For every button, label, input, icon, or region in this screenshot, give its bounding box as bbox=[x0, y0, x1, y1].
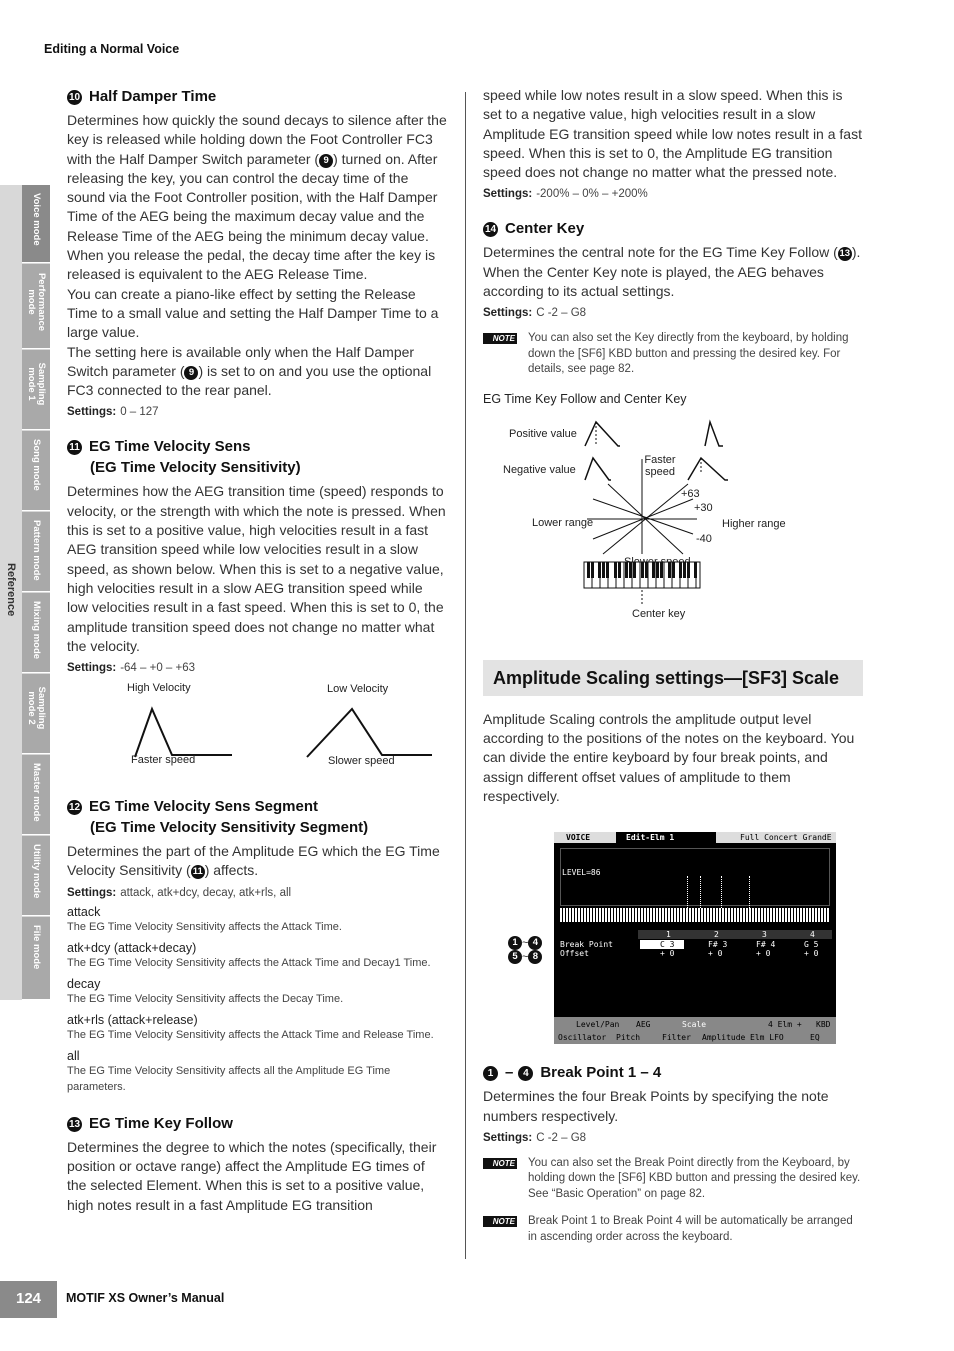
plus-30-label: +30 bbox=[694, 501, 713, 514]
paragraph: speed while low notes result in a slow speed. When this is set to a negative value, high velocities result in a slow Amplitude EG transition speed while low notes result in a fast speed. When this is set to 0, the Amplitude EG transition speed does not change no matter what the pressed note. bbox=[483, 87, 862, 181]
callouts: 1 ~ 4 5 ~ 8 bbox=[508, 936, 542, 964]
note-icon: NOTE bbox=[483, 1216, 517, 1227]
note-icon: NOTE bbox=[483, 1158, 517, 1169]
heading-eg-time-key-follow: 13 EG Time Key Follow bbox=[68, 1114, 233, 1132]
lower-range-label: Lower range bbox=[532, 516, 594, 529]
reference-label: Reference bbox=[5, 563, 17, 617]
note-box: NOTE You can also set the Key directly from the keyboard, by holding down the [SF6] KBD button and pressing the desired key. For details, see page 82. bbox=[483, 331, 863, 378]
paragraph: Determines how the AEG transition time (speed) responds to velocity, or the strength with which the note is pressed. When this is set to a positive value, high velocities result in a fast AEG transition speed while low velocities result in a slow speed, as shown below. When this is set to a negative value, high velocities result in a slow AEG transition speed while low velocities result in a fast speed. When this is set to 0, the amplitude transition speed does not change no matter what the velocity. bbox=[67, 483, 446, 654]
slower-speed-label: Slower speed bbox=[328, 755, 395, 768]
screen-figure bbox=[483, 832, 863, 1044]
callout-8-icon: 8 bbox=[528, 950, 542, 964]
tab-sampling-mode-2[interactable]: Sampling mode 2 bbox=[22, 674, 50, 754]
settings-line: Settings: attack, atk+dcy, decay, atk+rls, all bbox=[67, 886, 292, 899]
option-name: atk+dcy (attack+decay) bbox=[67, 940, 197, 955]
paragraph: Determines the part of the Amplitude EG which the EG Time Velocity Sensitivity ( 11 ) affects. bbox=[67, 843, 440, 879]
heading-break-point: 1 – 4 Break Point 1 – 4 bbox=[483, 1062, 863, 1083]
running-header: Editing a Normal Voice bbox=[44, 42, 180, 56]
offset-2[interactable]: + 0 bbox=[708, 949, 723, 959]
option-name: all bbox=[67, 1048, 80, 1063]
tab-filter[interactable]: Filter bbox=[662, 1033, 691, 1043]
tab-elm-lfo[interactable]: Elm LFO bbox=[750, 1033, 784, 1043]
tab-amplitude[interactable]: Amplitude bbox=[702, 1033, 746, 1043]
high-velocity-label: High Velocity bbox=[127, 682, 191, 695]
left-column bbox=[67, 86, 447, 1215]
note-icon: NOTE bbox=[483, 333, 517, 344]
tab-level-pan[interactable]: Level/Pan bbox=[576, 1020, 620, 1030]
paragraph: Determines the central note for the EG Time Key Follow ( 13 ). When the Center Key note is played, the AEG behaves according to its actual settings. bbox=[483, 244, 861, 300]
callout-5-icon: 5 bbox=[508, 950, 522, 964]
tab-scale[interactable]: Scale bbox=[682, 1020, 707, 1030]
section-index-sidebar bbox=[0, 185, 50, 1000]
heading-center-key: 14 Center Key bbox=[484, 220, 585, 238]
tab-eq[interactable]: EQ bbox=[810, 1033, 820, 1043]
right-column bbox=[483, 86, 863, 1245]
key-follow-lines bbox=[583, 414, 743, 609]
tab-file-mode[interactable]: File mode bbox=[22, 917, 50, 1000]
paragraph: Determines the degree to which the notes (specifically, their position or octave range) affect the Amplitude EG times of the selected Element. When this is set to a positive value, high notes result in a fast Amplitude EG transition bbox=[67, 1138, 437, 1213]
edit-label: Edit-Elm 1 bbox=[626, 833, 675, 843]
tab-voice-mode[interactable]: Voice mode bbox=[22, 185, 50, 263]
voice-name: Full Concert GrandE bbox=[740, 833, 832, 843]
paragraph: Determines the four Break Points by specifying the note numbers respectively. bbox=[483, 1088, 829, 1124]
ref-9-icon: 9 bbox=[184, 366, 198, 380]
paragraph: Determines how quickly the sound decays to silence after the key is released while holding down the Foot Controller FC3 with the Half Damper Switch parameter ( 9 ) turned on. After releasing the key, you can control the decay time of the sound via the Foot Controller position, with the Half Damper Time of the AEG being the maximum decay value and the Release Time of the AEG being the minimum decay value. bbox=[67, 112, 447, 244]
paragraph: The setting here is available only when the Half Damper Switch parameter ( 9 ) is set to on and you use the optional FC3 connected to the rear panel. bbox=[67, 343, 432, 399]
note-box: NOTE Break Point 1 to Break Point 4 will be automatically be arranged in ascending order across the keyboard. bbox=[483, 1214, 863, 1245]
minus-40-label: -40 bbox=[696, 532, 712, 545]
heading-half-damper-time: 10 Half Damper Time bbox=[68, 88, 217, 105]
option-name: decay bbox=[67, 976, 101, 991]
option-name: attack bbox=[67, 904, 101, 919]
ref-9-icon: 9 bbox=[319, 154, 333, 168]
tab-pitch[interactable]: Pitch bbox=[616, 1033, 641, 1043]
col-1: 1 bbox=[666, 930, 671, 940]
option-description: The EG Time Velocity Sensitivity affects the Attack Time and Decay1 Time. bbox=[67, 956, 431, 969]
tab-utility-mode[interactable]: Utility mode bbox=[22, 836, 50, 916]
positive-value-label: Positive value bbox=[509, 427, 577, 440]
tab-sampling-mode-1[interactable]: Sampling mode 1 bbox=[22, 350, 50, 430]
callout-1-icon: 1 bbox=[508, 936, 522, 950]
settings-line: Settings: C -2 – G8 bbox=[483, 307, 587, 320]
settings-line: Settings: 0 – 127 bbox=[67, 406, 159, 419]
tab-song-mode[interactable]: Song mode bbox=[22, 431, 50, 511]
plus-63-label: +63 bbox=[681, 487, 700, 500]
option-description: The EG Time Velocity Sensitivity affects the Attack Time and Release Time. bbox=[67, 1028, 434, 1041]
option-description: The EG Time Velocity Sensitivity affects all the Amplitude EG Time parameters. bbox=[67, 1064, 391, 1093]
mode-label: VOICE bbox=[566, 833, 591, 843]
settings-line: Settings: C -2 – G8 bbox=[483, 1131, 587, 1144]
diagram-caption: EG Time Key Follow and Center Key bbox=[483, 391, 687, 406]
tab-kbd[interactable]: KBD bbox=[816, 1020, 831, 1030]
col-4: 4 bbox=[810, 930, 815, 940]
col-2: 2 bbox=[714, 930, 719, 940]
tab-performance-mode[interactable]: Performance mode bbox=[22, 264, 50, 349]
footer-title: MOTIF XS Owner’s Manual bbox=[66, 1291, 225, 1305]
tab-master-mode[interactable]: Master mode bbox=[22, 755, 50, 835]
higher-range-label: Higher range bbox=[722, 517, 786, 530]
low-velocity-label: Low Velocity bbox=[327, 683, 389, 696]
offset-1[interactable]: + 0 bbox=[660, 949, 675, 959]
envelope-shapes bbox=[127, 700, 447, 760]
faster-speed-label: Faster speed bbox=[644, 453, 676, 478]
offset-3[interactable]: + 0 bbox=[756, 949, 771, 959]
column-divider bbox=[465, 92, 466, 1259]
negative-value-label: Negative value bbox=[503, 463, 576, 476]
paragraph: When you release the pedal, the decay time after the key is released is equivalent to the AEG Release Time. bbox=[67, 247, 436, 283]
settings-line: Settings: -200% – 0% – +200% bbox=[483, 188, 648, 201]
ref-11-icon: 11 bbox=[192, 866, 203, 878]
offset-label: Offset bbox=[560, 949, 589, 959]
paragraph: You can create a piano-like effect by setting the Release Time to a small value and setting the Half Damper Time to a large value. bbox=[67, 285, 439, 341]
break-point-3[interactable]: F# 4 bbox=[756, 940, 776, 950]
level-readout: LEVEL=86 bbox=[562, 868, 601, 878]
callout-4-icon: 4 bbox=[528, 936, 542, 950]
heading-eg-time-velocity-sens-segment: 12 EG Time Velocity Sens Segment (EG Time Velocity Sensitivity Segment) bbox=[68, 798, 369, 837]
ref-13-icon: 13 bbox=[839, 248, 851, 260]
section-heading-amplitude-scaling: Amplitude Scaling settings—[SF3] Scale bbox=[483, 660, 863, 696]
center-key-label: Center key bbox=[632, 607, 686, 620]
heading-eg-time-velocity-sens: 11 EG Time Velocity Sens (EG Time Velocity Sensitivity) bbox=[67, 436, 447, 478]
page-number: 124 bbox=[0, 1281, 57, 1318]
lcd-screen bbox=[554, 832, 836, 1044]
option-description: The EG Time Velocity Sensitivity affects the Decay Time. bbox=[67, 992, 344, 1005]
tab-pattern-mode[interactable]: Pattern mode bbox=[22, 512, 50, 592]
tab-oscillator[interactable]: Oscillator bbox=[558, 1033, 607, 1043]
key-follow-diagram bbox=[483, 414, 863, 624]
option-name: atk+rls (attack+release) bbox=[67, 1012, 198, 1027]
break-point-4[interactable]: G 5 bbox=[804, 940, 819, 950]
col-3: 3 bbox=[762, 930, 767, 940]
keyboard-strip bbox=[560, 908, 830, 922]
settings-line: Settings: -64 – +0 – +63 bbox=[67, 662, 196, 675]
offset-4[interactable]: + 0 bbox=[804, 949, 819, 959]
option-description: The EG Time Velocity Sensitivity affects the Attack Time. bbox=[67, 920, 342, 933]
break-point-2[interactable]: F# 3 bbox=[708, 940, 728, 950]
tab-aeg[interactable]: AEG bbox=[636, 1020, 651, 1030]
faster-speed-label: Faster speed bbox=[131, 754, 196, 767]
tab-4-elm[interactable]: 4 Elm + bbox=[768, 1020, 802, 1030]
break-point-1[interactable]: C 3 bbox=[660, 940, 675, 950]
note-box: NOTE You can also set the Break Point directly from the Keyboard, by holding down the [SF6] KBD button and pressing the desired key. See “Basic Operation” on page 82. bbox=[483, 1156, 863, 1203]
tab-mixing-mode[interactable]: Mixing mode bbox=[22, 593, 50, 673]
break-point-label: Break Point bbox=[560, 940, 613, 950]
velocity-diagram bbox=[67, 682, 447, 778]
paragraph: Amplitude Scaling controls the amplitude output level according to the positions of the notes on the keyboard. You can divide the entire keyboard by four break points, and assign different offset values of amplitude to them respectively. bbox=[483, 710, 855, 805]
